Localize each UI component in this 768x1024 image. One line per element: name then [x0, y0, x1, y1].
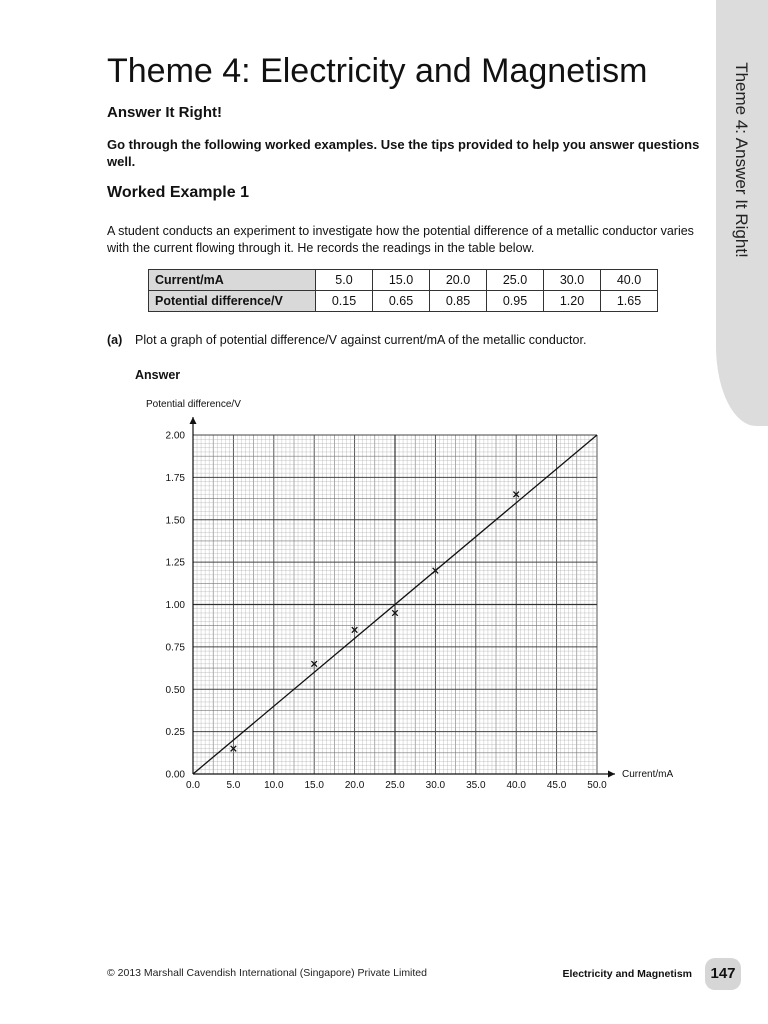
row-header: Current/mA	[149, 270, 316, 291]
y-axis-arrow	[190, 417, 197, 424]
table-cell: 25.0	[487, 270, 544, 291]
x-tick-label: 15.0	[304, 780, 324, 791]
y-tick-label: 1.00	[165, 600, 185, 611]
side-tab-label: Theme 4: Answer It Right!	[732, 62, 751, 258]
table-cell: 0.95	[487, 291, 544, 312]
footer-chapter: Electricity and Magnetism	[562, 968, 692, 980]
worked-example-title: Worked Example 1	[107, 184, 249, 201]
table-row	[149, 270, 658, 291]
x-axis-arrow	[608, 771, 615, 778]
table-cell: 30.0	[544, 270, 601, 291]
row-header: Potential difference/V	[149, 291, 316, 312]
x-tick-label: 0.0	[186, 780, 200, 791]
table-cell: 1.65	[601, 291, 658, 312]
y-tick-label: 1.25	[165, 557, 185, 569]
answer-label: Answer	[135, 368, 181, 382]
x-tick-label: 30.0	[425, 780, 446, 791]
x-tick-label: 50.0	[587, 780, 607, 791]
pd-vs-current-graph	[0, 390, 768, 810]
y-axis-label: Potential difference/V	[146, 399, 241, 410]
x-tick-label: 5.0	[226, 780, 241, 791]
section-subheading: Answer It Right!	[107, 104, 222, 121]
table-cell: 5.0	[316, 270, 373, 291]
intro-paragraph: A student conducts an experiment to investigate how the potential difference of a metallic conductor varies with the current flowing through it. He records the readings in the table below.	[107, 224, 694, 255]
y-tick-label: 2.00	[165, 430, 185, 442]
table-row	[149, 291, 658, 312]
table-cell: 20.0	[430, 270, 487, 291]
x-tick-label: 25.0	[385, 780, 405, 791]
x-tick-label: 35.0	[466, 780, 486, 791]
x-tick-label: 45.0	[546, 780, 567, 791]
page-number: 147	[705, 958, 741, 990]
y-tick-label: 0.50	[165, 684, 185, 696]
question-text: Plot a graph of potential difference/V against current/mA of the metallic conductor.	[135, 333, 587, 347]
table-cell: 40.0	[601, 270, 658, 291]
table-cell: 15.0	[373, 270, 430, 291]
page-title: Theme 4: Electricity and Magnetism	[107, 52, 648, 90]
x-tick-label: 40.0	[506, 780, 526, 791]
question-label: (a)	[107, 333, 123, 347]
footer-copyright: © 2013 Marshall Cavendish International (Singapore) Private Limited	[107, 967, 427, 979]
table-cell: 0.65	[373, 291, 430, 312]
x-axis-label: Current/mA	[622, 769, 674, 780]
y-tick-label: 0.00	[165, 769, 185, 781]
table-cell: 0.85	[430, 291, 487, 312]
table-cell: 1.20	[544, 291, 601, 312]
y-tick-label: 1.50	[165, 515, 185, 527]
instructions-text: Go through the following worked examples. Use the tips provided to help you answer questions well.	[107, 137, 700, 169]
y-tick-label: 0.25	[165, 727, 185, 739]
table-cell: 0.15	[316, 291, 373, 312]
x-tick-label: 10.0	[264, 780, 284, 791]
readings-table	[148, 269, 658, 312]
y-tick-label: 0.75	[165, 642, 185, 654]
y-tick-label: 1.75	[165, 472, 185, 484]
x-tick-label: 20.0	[344, 780, 365, 791]
